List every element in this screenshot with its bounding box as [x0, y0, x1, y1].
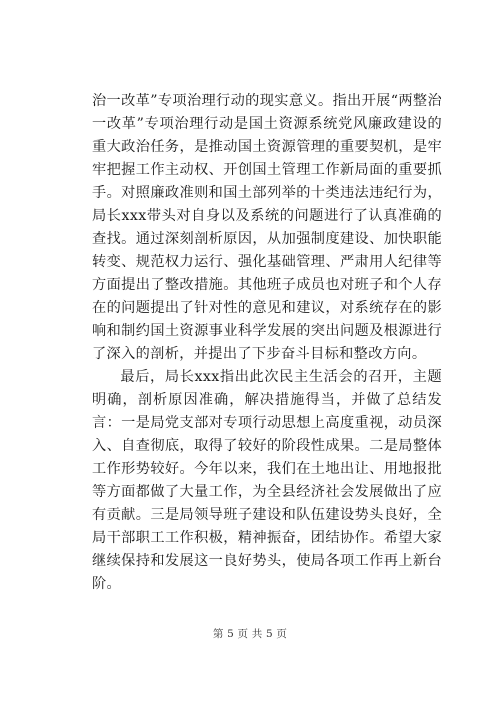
page-footer: 第 5 页 共 5 页 [212, 628, 288, 640]
paragraph-continued: 治一改革”专项治理行动的现实意义。指出开展“两整治一改革”专项治理行动是国土资源系统党风廉政建设的重大政治任务，是推动国土资源管理的重要契机，是牢牢把握工作主动权、开创国土管理工作新局面的重要抓手。对照廉政准则和国土部列举的十类违法违纪行为，局长xxx带头对自身以及系统的问题进行了认真准确的查找。通过深刻剖析原因，从加强制度建设、加快职能转变、规范权力运行、强化基础管理、严肃用人纪律等方面提出了整改措施。其他班子成员也对班子和个人存在的问题提出了针对性的意见和建议，对系统存在的影响和制约国土资源事业科学发展的突出问题及根源进行了深入的剖析，并提出了下步奋斗目标和整改方向。 [92, 93, 442, 362]
document-body [92, 90, 442, 596]
paragraph-conclusion: 最后，局长xxx指出此次民主生活会的召开，主题明确，剖析原因准确，解决措施得当，并做了总结发言：一是局党支部对专项行动思想上高度重视，动员深入、自查彻底，取得了较好的阶段性成果。二是局整体工作形势较好。今年以来，我们在土地出让、用地报批等方面都做了大量工作，为全县经济社会发展做出了应有贡献。三是局领导班子建设和队伍建设势头良好，全局干部职工工作积极，精神振奋，团结协作。希望大家继续保持和发展这一良好势头，使局各项工作再上新台阶。 [92, 369, 442, 592]
